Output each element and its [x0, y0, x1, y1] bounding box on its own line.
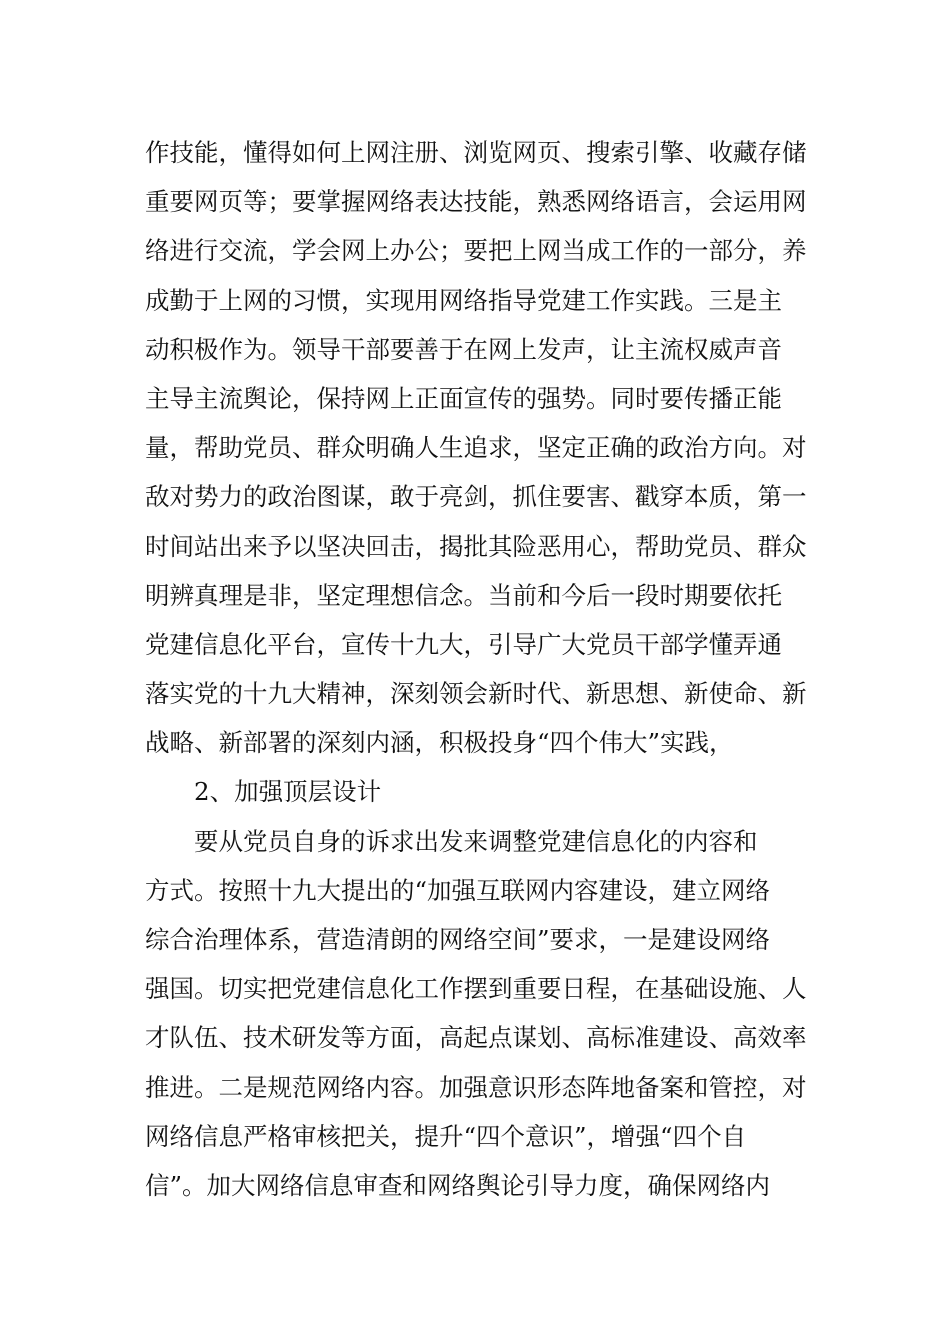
paragraph1-line-5: 动积极作为。领导干部要善于在网上发声，让主流权威声音 — [145, 334, 782, 364]
paragraph1-line-11: 党建信息化平台，宣传十九大，引导广大党员干部学懂弄通 — [145, 629, 782, 659]
paragraph1-line-1: 作技能，懂得如何上网注册、浏览网页、搜索引擎、收藏存储 — [145, 138, 807, 167]
paragraph2-line-6: 推进。二是规范网络内容。加强意识形态阵地备案和管控，对 — [145, 1072, 807, 1102]
paragraph1-line-6: 主导主流舆论，保持网上正面宣传的强势。同时要传播正能 — [145, 383, 782, 413]
paragraph1-line-4: 成勤于上网的习惯，实现用网络指导党建工作实践。三是主 — [145, 285, 782, 315]
paragraph2-line-5: 才队伍、技术研发等方面，高起点谋划、高标准建设、高效率 — [145, 1023, 807, 1053]
paragraph2-line-4: 强国。切实把党建信息化工作摆到重要日程，在基础设施、人 — [145, 974, 807, 1004]
section-heading: 2、加强顶层设计 — [194, 777, 382, 807]
paragraph1-line-7: 量，帮助党员、群众明确人生追求，坚定正确的政治方向。对 — [145, 433, 807, 463]
paragraph1-line-13: 战略、新部署的深刻内涵，积极投身“四个伟大”实践， — [145, 728, 734, 758]
paragraph1-line-8: 敌对势力的政治图谋，敢于亮剑，抓住要害、戳穿本质，第一 — [145, 482, 807, 512]
paragraph1-line-10: 明辨真理是非，坚定理想信念。当前和今后一段时期要依托 — [145, 580, 782, 610]
paragraph1-line-9: 时间站出来予以坚决回击，揭批其险恶用心，帮助党员、群众 — [145, 531, 807, 561]
paragraph2-line-2: 方式。按照十九大提出的“加强互联网内容建设，建立网络 — [145, 875, 771, 905]
paragraph1-line-3: 络进行交流，学会网上办公；要把上网当成工作的一部分，养 — [145, 236, 807, 266]
document-body — [145, 128, 810, 1210]
paragraph1-line-2: 重要网页等；要掌握网络表达技能，熟悉网络语言，会运用网 — [145, 187, 807, 217]
paragraph2-line-1: 要从党员自身的诉求出发来调整党建信息化的内容和 — [194, 826, 758, 856]
paragraph1-line-12: 落实党的十九大精神，深刻领会新时代、新思想、新使命、新 — [145, 679, 807, 709]
paragraph2-line-7: 网络信息严格审核把关，提升“四个意识”，增强“四个自 — [145, 1121, 747, 1151]
paragraph2-line-8: 信”。加大网络信息审查和网络舆论引导力度，确保网络内 — [145, 1170, 771, 1200]
paragraph2-line-3: 综合治理体系，营造清朗的网络空间”要求，一是建设网络 — [145, 925, 771, 954]
